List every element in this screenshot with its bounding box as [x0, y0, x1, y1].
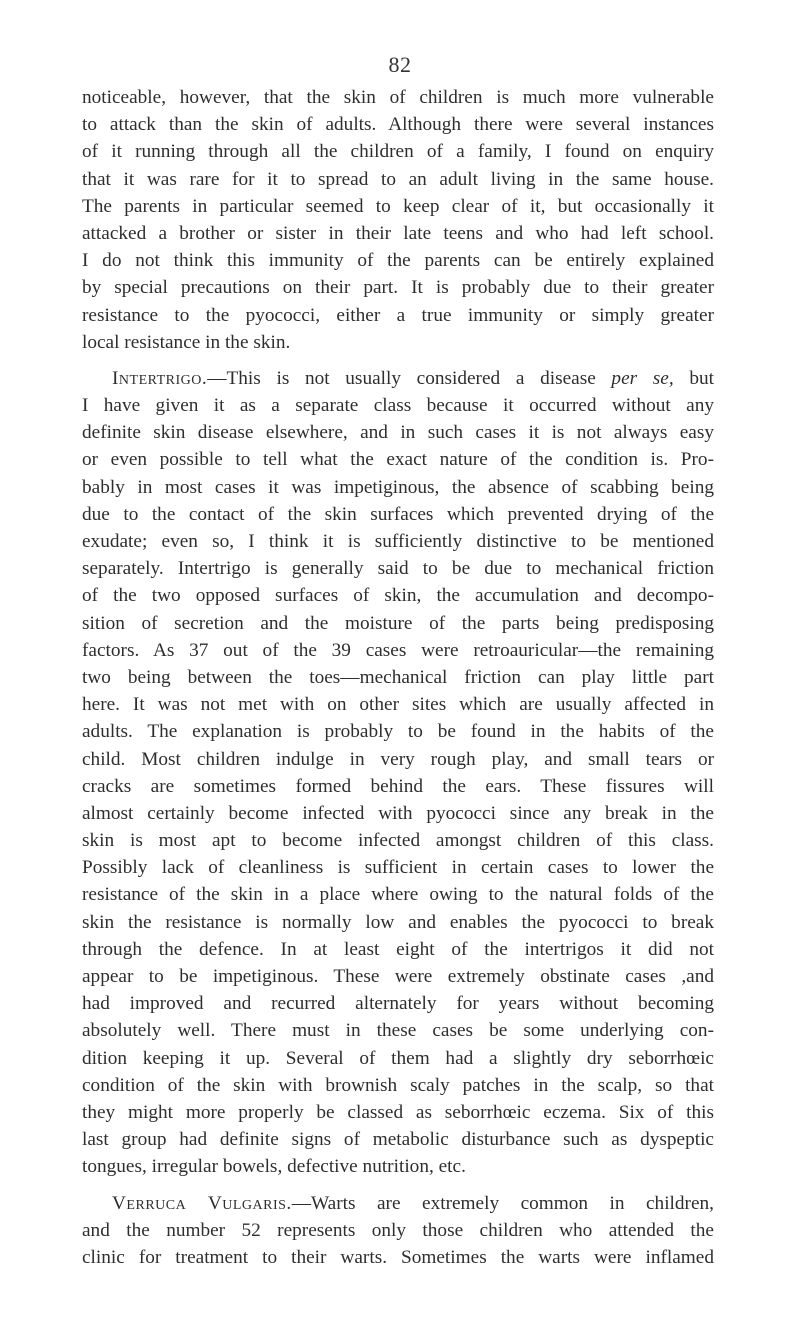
- text-line: two being between the toes—mechanical friction can play little part: [82, 666, 714, 688]
- text-line: sition of secretion and the moisture of the parts being predisposing: [82, 612, 714, 634]
- text-line: condition of the skin with brownish scaly patches in the scalp, so that: [82, 1074, 714, 1096]
- text-line: almost certainly become infected with pyococci since any break in the: [82, 802, 714, 824]
- text-run: but: [673, 367, 714, 389]
- text-line: definite skin disease elsewhere, and in such cases it is not always easy: [82, 422, 714, 444]
- text-line: resistance to the pyococci, either a true immunity or simply greater: [82, 304, 714, 326]
- text-line: skin is most apt to become infected amongst children of this class.: [82, 830, 714, 852]
- text-line: skin the resistance is normally low and enables the pyococci to break: [82, 911, 714, 933]
- paragraph-gap: [82, 1181, 714, 1190]
- page-number: 82: [388, 52, 412, 77]
- text-line: factors. As 37 out of the 39 cases were retroauricular—the remaining: [82, 639, 714, 661]
- text-line: or even possible to tell what the exact nature of the condition is. Pro-: [82, 449, 714, 471]
- text-line: that it was rare for it to spread to an adult living in the same house.: [82, 168, 714, 190]
- paragraph-intertrigo: [82, 365, 714, 1181]
- text-line: noticeable, however, that the skin of children is much more vulnerable: [82, 87, 714, 108]
- text-line: child. Most children indulge in very rough play, and small tears or: [82, 748, 714, 770]
- text-line: had improved and recurred alternately for years without becoming: [82, 993, 714, 1015]
- text-line: attacked a brother or sister in their late teens and who had left school.: [82, 222, 714, 244]
- paragraph-immunity: [82, 84, 714, 356]
- text-line: adults. The explanation is probably to be found in the habits of the: [82, 721, 714, 743]
- text-line: resistance of the skin in a place where owing to the natural folds of the: [82, 884, 714, 906]
- text-line: tongues, irregular bowels, defective nutrition, etc.: [82, 1156, 466, 1178]
- text-line: here. It was not met with on other sites which are usually affected in: [82, 694, 714, 716]
- text-line: last group had definite signs of metabolic disturbance such as dyspeptic: [82, 1129, 714, 1151]
- body-text: [82, 84, 714, 1271]
- text-line: exudate; even so, I think it is sufficiently distinctive to be mentioned: [82, 531, 714, 552]
- text-line: clinic for treatment to their warts. Sometimes the warts were inflamed: [82, 1246, 714, 1268]
- text-line: [82, 1190, 714, 1217]
- text-line: separately. Intertrigo is generally said to be due to mechanical friction: [82, 558, 714, 580]
- text-line: due to the contact of the skin surfaces which prevented drying of the: [82, 503, 714, 525]
- paragraph-gap: [82, 356, 714, 365]
- section-heading-verruca-vulgaris: Verruca Vulgaris.: [112, 1192, 292, 1214]
- text-line: bably in most cases it was impetiginous, the absence of scabbing being: [82, 476, 714, 498]
- text-line: and the number 52 represents only those children who attended the: [82, 1219, 714, 1241]
- section-heading-intertrigo: Intertrigo.: [112, 367, 208, 389]
- text-line: they might more properly be classed as seborrhœic eczema. Six of this: [82, 1101, 714, 1123]
- text-line: Possibly lack of cleanliness is sufficient in certain cases to lower the: [82, 857, 714, 879]
- text-line: appear to be impetiginous. These were extremely obstinate cases ,and: [82, 966, 714, 987]
- text-line: The parents in particular seemed to keep clear of it, but occasionally it: [82, 195, 714, 217]
- text-line: of the two opposed surfaces of skin, the accumulation and decompo-: [82, 585, 714, 607]
- text-line: of it running through all the children of a family, I found on enquiry: [82, 141, 714, 163]
- text-line: [82, 365, 714, 392]
- paragraph-verruca-vulgaris: [82, 1190, 714, 1272]
- text-run: —Warts are extremely common in children,: [291, 1192, 714, 1214]
- text-line: cracks are sometimes formed behind the ears. These fissures will: [82, 775, 714, 797]
- italic-term: per se,: [611, 367, 674, 389]
- text-line: through the defence. In at least eight of the intertrigos it did not: [82, 938, 714, 960]
- text-line: I have given it as a separate class because it occurred without any: [82, 395, 714, 417]
- text-line: I do not think this immunity of the parents can be entirely explained: [82, 250, 714, 272]
- text-line: by special precautions on their part. It is probably due to their greater: [82, 277, 714, 299]
- text-line: dition keeping it up. Several of them had a slightly dry seborrhœic: [82, 1047, 714, 1069]
- text-line: local resistance in the skin.: [82, 331, 291, 353]
- text-run: —This is not usually considered a disease: [207, 367, 612, 389]
- text-line: to attack than the skin of adults. Although there were several instances: [82, 114, 714, 136]
- text-line: absolutely well. There must in these cases be some underlying con-: [82, 1020, 714, 1042]
